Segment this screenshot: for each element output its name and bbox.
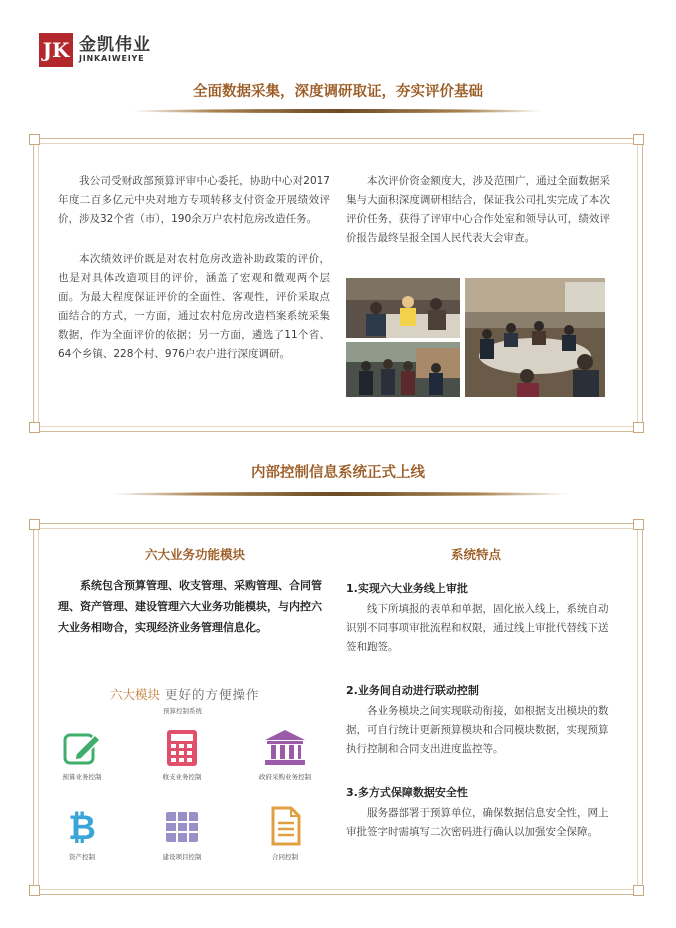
document-icon [265, 806, 305, 846]
frame-corner [29, 519, 40, 530]
grid-icon [162, 806, 202, 846]
feature-1-heading: 1.实现六大业务线上审批 [346, 582, 468, 595]
section1-left-paragraph-2: 本次绩效评价既是对农村危房改造补助政策的评价，也是对具体改造项目的评价，涵盖了宏观和微观两个层面。为最大程度保证评价的全面性、客观性，评价采取点面结合的方式，一方面，通过农村危房改造档案系统采集数据，作为全面评价的依据；另一方面，遴选了11个省、64个乡镇、228个村、976户农户进行深度调研。 [58, 253, 330, 360]
module-label: 建设项目控制 [162, 853, 202, 861]
frame-corner [633, 422, 644, 433]
section2-divider [108, 492, 570, 496]
svg-text:₿: ₿ [68, 808, 96, 846]
modules-description: 系统包含预算管理、收支管理、采购管理、合同管理、资产管理、建设管理六大业务功能模块，与内控六大业务相吻合，实现经济业务管理信息化。 [58, 579, 322, 634]
photo-village-visit [346, 342, 460, 397]
modules-subheading: 预算控制系统 [163, 707, 202, 715]
section1-left-paragraph-1: 我公司受财政部预算评审中心委托，协助中心对2017年度二百多亿元中央对地方专项转移支付资金开展绩效评价，涉及32个省（市），190余万户农村危房改造任务。 [58, 175, 330, 225]
features-title: 系统特点 [451, 547, 502, 562]
modules-title: 六大业务功能模块 [145, 547, 246, 562]
module-label: 政府采购业务控制 [259, 773, 311, 781]
modules-heading-highlight: 六大模块 [110, 687, 161, 702]
section1-right-paragraph-1: 本次评价资金额度大，涉及范围广，通过全面数据采集与大面积深度调研相结合，保证我公司扎实完成了本次评价任务，获得了评审中心合作处室和领导认可，绩效评价报告最终呈报全国人民代表大会审查。 [346, 175, 610, 244]
frame-corner [633, 885, 644, 896]
module-label: 收支业务控制 [162, 773, 202, 781]
module-label: 合同控制 [272, 853, 298, 861]
company-logo [39, 33, 151, 67]
feature-3-text: 服务器部署于预算单位，确保数据信息安全性，网上审批签字时需填写二次密码进行确认以加强安全保障。 [346, 807, 609, 838]
feature-2-heading: 2.业务间自动进行联动控制 [346, 684, 479, 697]
module-label: 预算业务控制 [62, 773, 102, 781]
bitcoin-icon [62, 806, 102, 846]
frame-corner [633, 134, 644, 145]
feature-1-text: 线下所填报的表单和单据，固化嵌入线上，系统自动识别不同事项审批流程和权限，通过线上审批代替线下送签和跑签。 [346, 603, 609, 653]
module-label: 资产控制 [69, 853, 95, 861]
feature-3-heading: 3.多方式保障数据安全性 [346, 786, 468, 799]
bank-icon [263, 730, 307, 766]
module-contract-control [240, 806, 330, 861]
modules-heading-rest: 更好的方便操作 [160, 687, 260, 702]
frame-corner [29, 422, 40, 433]
photo-meeting-discussion [346, 278, 460, 338]
section1-title: 全面数据采集，深度调研取证，夯实评价基础 [193, 83, 483, 100]
logo-name-en: JINKAIWEIYE [79, 54, 145, 63]
module-procurement-control [240, 730, 330, 781]
frame-corner [29, 134, 40, 145]
logo-mark: JK [39, 33, 73, 67]
logo-name-cn: 金凯伟业 [79, 35, 151, 55]
photo-conference-room [465, 278, 605, 397]
section2-title: 内部控制信息系统正式上线 [251, 464, 425, 481]
frame-corner [633, 519, 644, 530]
section1-divider [130, 109, 546, 113]
module-budget-control [37, 730, 127, 781]
module-income-expense-control [137, 730, 227, 781]
feature-2-text: 各业务模块之间实现联动衔接，如根据支出模块的数据，可自行统计更新预算模块和合同模块数据，实现预算执行控制和合同支出进度监控等。 [346, 705, 609, 755]
frame-corner [29, 885, 40, 896]
modules-heading [110, 685, 260, 703]
module-asset-control [37, 806, 127, 861]
calculator-icon [162, 730, 202, 766]
module-construction-control [137, 806, 227, 861]
edit-icon [62, 730, 102, 766]
